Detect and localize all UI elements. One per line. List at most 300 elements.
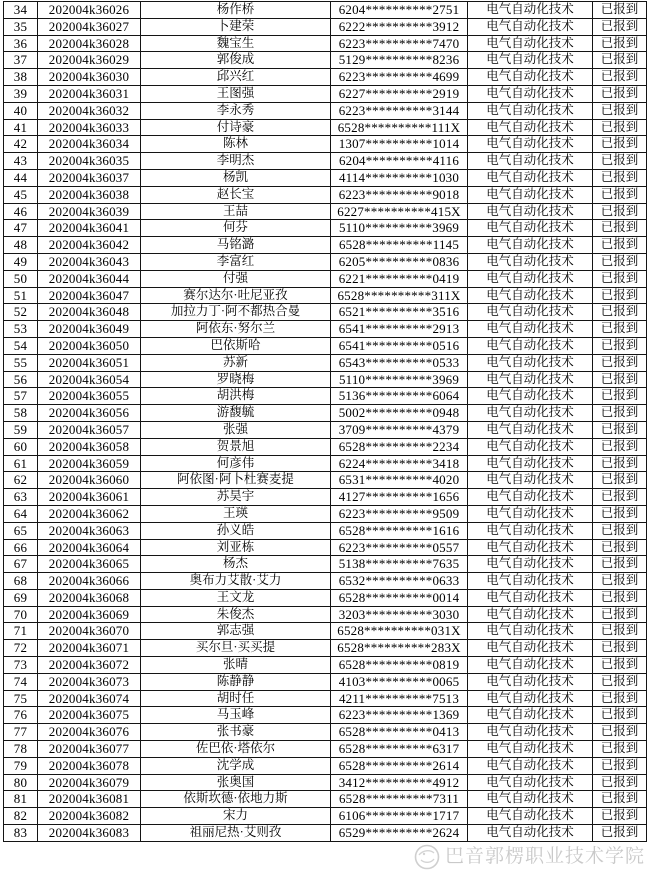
table-row <box>4 119 647 136</box>
table-row <box>4 522 647 539</box>
status-cell: 已报到 <box>593 606 647 623</box>
major-cell: 电气自动化技术 <box>468 186 593 203</box>
table-row <box>4 52 647 69</box>
table-row <box>4 337 647 354</box>
name-cell: 张强 <box>141 421 331 438</box>
student-id-cell: 202004k36043 <box>38 253 141 270</box>
row-number-cell: 39 <box>4 85 38 102</box>
row-number-cell: 68 <box>4 573 38 590</box>
major-cell: 电气自动化技术 <box>468 405 593 422</box>
name-cell: 买尔旦·买买提 <box>141 640 331 657</box>
major-cell: 电气自动化技术 <box>468 673 593 690</box>
major-cell: 电气自动化技术 <box>468 203 593 220</box>
major-cell: 电气自动化技术 <box>468 472 593 489</box>
table-row <box>4 690 647 707</box>
name-cell: 张书豪 <box>141 724 331 741</box>
row-number-cell: 70 <box>4 606 38 623</box>
student-id-cell: 202004k36033 <box>38 119 141 136</box>
student-id-cell: 202004k36074 <box>38 690 141 707</box>
student-id-cell: 202004k36072 <box>38 657 141 674</box>
id-number-cell: 6223**********1369 <box>331 707 468 724</box>
status-cell: 已报到 <box>593 270 647 287</box>
status-cell: 已报到 <box>593 52 647 69</box>
table-row <box>4 539 647 556</box>
id-number-cell: 6222**********3912 <box>331 18 468 35</box>
major-cell: 电气自动化技术 <box>468 253 593 270</box>
name-cell: 孙义皓 <box>141 522 331 539</box>
status-cell: 已报到 <box>593 472 647 489</box>
student-id-cell: 202004k36070 <box>38 623 141 640</box>
status-cell: 已报到 <box>593 774 647 791</box>
status-cell: 已报到 <box>593 657 647 674</box>
student-id-cell: 202004k36083 <box>38 825 141 842</box>
major-cell: 电气自动化技术 <box>468 505 593 522</box>
id-number-cell: 5138**********7635 <box>331 556 468 573</box>
name-cell: 阿依东·努尔兰 <box>141 321 331 338</box>
major-cell: 电气自动化技术 <box>468 623 593 640</box>
name-cell: 魏宝生 <box>141 35 331 52</box>
name-cell: 陈静静 <box>141 673 331 690</box>
major-cell: 电气自动化技术 <box>468 136 593 153</box>
status-cell: 已报到 <box>593 321 647 338</box>
id-number-cell: 6204**********2751 <box>331 2 468 19</box>
status-cell: 已报到 <box>593 707 647 724</box>
name-cell: 付强 <box>141 270 331 287</box>
student-id-cell: 202004k36071 <box>38 640 141 657</box>
table-row <box>4 589 647 606</box>
major-cell: 电气自动化技术 <box>468 85 593 102</box>
student-id-cell: 202004k36058 <box>38 438 141 455</box>
student-id-cell: 202004k36049 <box>38 321 141 338</box>
table-row <box>4 455 647 472</box>
row-number-cell: 77 <box>4 724 38 741</box>
enrollment-table <box>3 1 647 842</box>
name-cell: 杨杰 <box>141 556 331 573</box>
id-number-cell: 6224**********3418 <box>331 455 468 472</box>
table-row <box>4 825 647 842</box>
major-cell: 电气自动化技术 <box>468 606 593 623</box>
row-number-cell: 47 <box>4 220 38 237</box>
name-cell: 郭志强 <box>141 623 331 640</box>
major-cell: 电气自动化技术 <box>468 640 593 657</box>
id-number-cell: 4103**********0065 <box>331 673 468 690</box>
major-cell: 电气自动化技术 <box>468 522 593 539</box>
student-id-cell: 202004k36082 <box>38 808 141 825</box>
major-cell: 电气自动化技术 <box>468 287 593 304</box>
name-cell: 苏昊宇 <box>141 489 331 506</box>
major-cell: 电气自动化技术 <box>468 741 593 758</box>
id-number-cell: 6531**********4020 <box>331 472 468 489</box>
status-cell: 已报到 <box>593 85 647 102</box>
student-id-cell: 202004k36065 <box>38 556 141 573</box>
row-number-cell: 55 <box>4 354 38 371</box>
student-id-cell: 202004k36060 <box>38 472 141 489</box>
table-row <box>4 136 647 153</box>
id-number-cell: 6528**********111X <box>331 119 468 136</box>
major-cell: 电气自动化技术 <box>468 707 593 724</box>
major-cell: 电气自动化技术 <box>468 119 593 136</box>
id-number-cell: 5110**********3969 <box>331 371 468 388</box>
student-id-cell: 202004k36038 <box>38 186 141 203</box>
id-number-cell: 6221**********0419 <box>331 270 468 287</box>
student-id-cell: 202004k36042 <box>38 237 141 254</box>
row-number-cell: 71 <box>4 623 38 640</box>
row-number-cell: 50 <box>4 270 38 287</box>
major-cell: 电气自动化技术 <box>468 52 593 69</box>
table-row <box>4 657 647 674</box>
id-number-cell: 6521**********3516 <box>331 304 468 321</box>
status-cell: 已报到 <box>593 539 647 556</box>
id-number-cell: 6528**********2614 <box>331 757 468 774</box>
row-number-cell: 79 <box>4 757 38 774</box>
row-number-cell: 64 <box>4 505 38 522</box>
table-row <box>4 2 647 19</box>
name-cell: 佐巴依·塔依尔 <box>141 741 331 758</box>
row-number-cell: 56 <box>4 371 38 388</box>
name-cell: 王瑛 <box>141 505 331 522</box>
major-cell: 电气自动化技术 <box>468 657 593 674</box>
major-cell: 电气自动化技术 <box>468 438 593 455</box>
student-id-cell: 202004k36027 <box>38 18 141 35</box>
major-cell: 电气自动化技术 <box>468 153 593 170</box>
id-number-cell: 6528**********6317 <box>331 741 468 758</box>
name-cell: 胡洪梅 <box>141 388 331 405</box>
student-id-cell: 202004k36029 <box>38 52 141 69</box>
status-cell: 已报到 <box>593 253 647 270</box>
table-row <box>4 304 647 321</box>
id-number-cell: 3412**********4912 <box>331 774 468 791</box>
name-cell: 郭俊成 <box>141 52 331 69</box>
name-cell: 阿依图·阿卜杜赛麦提 <box>141 472 331 489</box>
name-cell: 付诗豪 <box>141 119 331 136</box>
status-cell: 已报到 <box>593 2 647 19</box>
status-cell: 已报到 <box>593 556 647 573</box>
student-id-cell: 202004k36032 <box>38 102 141 119</box>
student-id-cell: 202004k36048 <box>38 304 141 321</box>
major-cell: 电气自动化技术 <box>468 589 593 606</box>
row-number-cell: 81 <box>4 791 38 808</box>
status-cell: 已报到 <box>593 18 647 35</box>
major-cell: 电气自动化技术 <box>468 774 593 791</box>
major-cell: 电气自动化技术 <box>468 2 593 19</box>
row-number-cell: 78 <box>4 741 38 758</box>
table-row <box>4 556 647 573</box>
row-number-cell: 58 <box>4 405 38 422</box>
table-row <box>4 673 647 690</box>
row-number-cell: 34 <box>4 2 38 19</box>
name-cell: 王文龙 <box>141 589 331 606</box>
major-cell: 电气自动化技术 <box>468 690 593 707</box>
student-id-cell: 202004k36075 <box>38 707 141 724</box>
row-number-cell: 61 <box>4 455 38 472</box>
table-row <box>4 741 647 758</box>
id-number-cell: 6223**********9509 <box>331 505 468 522</box>
table-row <box>4 270 647 287</box>
table-row <box>4 505 647 522</box>
id-number-cell: 5129**********8236 <box>331 52 468 69</box>
student-id-cell: 202004k36076 <box>38 724 141 741</box>
table-row <box>4 253 647 270</box>
row-number-cell: 57 <box>4 388 38 405</box>
name-cell: 沈学成 <box>141 757 331 774</box>
row-number-cell: 40 <box>4 102 38 119</box>
table-row <box>4 791 647 808</box>
student-id-cell: 202004k36051 <box>38 354 141 371</box>
row-number-cell: 66 <box>4 539 38 556</box>
status-cell: 已报到 <box>593 237 647 254</box>
row-number-cell: 72 <box>4 640 38 657</box>
table-row <box>4 354 647 371</box>
student-id-cell: 202004k36035 <box>38 153 141 170</box>
major-cell: 电气自动化技术 <box>468 270 593 287</box>
student-id-cell: 202004k36037 <box>38 169 141 186</box>
status-cell: 已报到 <box>593 757 647 774</box>
status-cell: 已报到 <box>593 220 647 237</box>
student-id-cell: 202004k36026 <box>38 2 141 19</box>
row-number-cell: 37 <box>4 52 38 69</box>
name-cell: 苏新 <box>141 354 331 371</box>
status-cell: 已报到 <box>593 724 647 741</box>
status-cell: 已报到 <box>593 304 647 321</box>
id-number-cell: 6528**********2234 <box>331 438 468 455</box>
row-number-cell: 51 <box>4 287 38 304</box>
table-row <box>4 774 647 791</box>
major-cell: 电气自动化技术 <box>468 539 593 556</box>
table-row <box>4 757 647 774</box>
name-cell: 陈林 <box>141 136 331 153</box>
name-cell: 巴依斯哈 <box>141 337 331 354</box>
row-number-cell: 53 <box>4 321 38 338</box>
id-number-cell: 6223**********0557 <box>331 539 468 556</box>
table-row <box>4 623 647 640</box>
major-cell: 电气自动化技术 <box>468 237 593 254</box>
id-number-cell: 6543**********0533 <box>331 354 468 371</box>
table-row <box>4 640 647 657</box>
student-id-cell: 202004k36054 <box>38 371 141 388</box>
name-cell: 卜建荣 <box>141 18 331 35</box>
name-cell: 朱俊杰 <box>141 606 331 623</box>
id-number-cell: 6528**********1145 <box>331 237 468 254</box>
major-cell: 电气自动化技术 <box>468 102 593 119</box>
table-row <box>4 808 647 825</box>
row-number-cell: 83 <box>4 825 38 842</box>
status-cell: 已报到 <box>593 808 647 825</box>
student-id-cell: 202004k36073 <box>38 673 141 690</box>
table-row <box>4 153 647 170</box>
major-cell: 电气自动化技术 <box>468 489 593 506</box>
student-id-cell: 202004k36044 <box>38 270 141 287</box>
row-number-cell: 60 <box>4 438 38 455</box>
table-row <box>4 237 647 254</box>
name-cell: 杨作桥 <box>141 2 331 19</box>
major-cell: 电气自动化技术 <box>468 791 593 808</box>
id-number-cell: 6223**********3144 <box>331 102 468 119</box>
table-row <box>4 186 647 203</box>
row-number-cell: 67 <box>4 556 38 573</box>
name-cell: 祖丽尼热·艾则孜 <box>141 825 331 842</box>
status-cell: 已报到 <box>593 438 647 455</box>
student-id-cell: 202004k36061 <box>38 489 141 506</box>
name-cell: 罗晓梅 <box>141 371 331 388</box>
id-number-cell: 6528**********1616 <box>331 522 468 539</box>
table-row <box>4 573 647 590</box>
row-number-cell: 42 <box>4 136 38 153</box>
id-number-cell: 5110**********3969 <box>331 220 468 237</box>
id-number-cell: 6528**********031X <box>331 623 468 640</box>
row-number-cell: 49 <box>4 253 38 270</box>
row-number-cell: 65 <box>4 522 38 539</box>
major-cell: 电气自动化技术 <box>468 724 593 741</box>
name-cell: 王喆 <box>141 203 331 220</box>
status-cell: 已报到 <box>593 354 647 371</box>
status-cell: 已报到 <box>593 455 647 472</box>
status-cell: 已报到 <box>593 791 647 808</box>
name-cell: 张晴 <box>141 657 331 674</box>
name-cell: 李明杰 <box>141 153 331 170</box>
major-cell: 电气自动化技术 <box>468 455 593 472</box>
name-cell: 马铭潞 <box>141 237 331 254</box>
status-cell: 已报到 <box>593 640 647 657</box>
row-number-cell: 63 <box>4 489 38 506</box>
status-cell: 已报到 <box>593 388 647 405</box>
student-id-cell: 202004k36078 <box>38 757 141 774</box>
status-cell: 已报到 <box>593 690 647 707</box>
status-cell: 已报到 <box>593 136 647 153</box>
row-number-cell: 48 <box>4 237 38 254</box>
major-cell: 电气自动化技术 <box>468 371 593 388</box>
id-number-cell: 6528**********7311 <box>331 791 468 808</box>
status-cell: 已报到 <box>593 337 647 354</box>
id-number-cell: 5136**********6064 <box>331 388 468 405</box>
table-row <box>4 220 647 237</box>
student-id-cell: 202004k36057 <box>38 421 141 438</box>
id-number-cell: 6528**********0819 <box>331 657 468 674</box>
row-number-cell: 76 <box>4 707 38 724</box>
status-cell: 已报到 <box>593 169 647 186</box>
table-row <box>4 707 647 724</box>
name-cell: 刘亚栋 <box>141 539 331 556</box>
table-row <box>4 405 647 422</box>
status-cell: 已报到 <box>593 673 647 690</box>
id-number-cell: 6227**********2919 <box>331 85 468 102</box>
major-cell: 电气自动化技术 <box>468 354 593 371</box>
status-cell: 已报到 <box>593 741 647 758</box>
id-number-cell: 6205**********0836 <box>331 253 468 270</box>
student-id-cell: 202004k36068 <box>38 589 141 606</box>
id-number-cell: 4127**********1656 <box>331 489 468 506</box>
table-row <box>4 371 647 388</box>
id-number-cell: 5002**********0948 <box>331 405 468 422</box>
id-number-cell: 6223**********7470 <box>331 35 468 52</box>
name-cell: 何彦伟 <box>141 455 331 472</box>
status-cell: 已报到 <box>593 119 647 136</box>
status-cell: 已报到 <box>593 203 647 220</box>
table-row <box>4 35 647 52</box>
major-cell: 电气自动化技术 <box>468 220 593 237</box>
row-number-cell: 45 <box>4 186 38 203</box>
id-number-cell: 3203**********3030 <box>331 606 468 623</box>
name-cell: 马玉峰 <box>141 707 331 724</box>
major-cell: 电气自动化技术 <box>468 556 593 573</box>
row-number-cell: 59 <box>4 421 38 438</box>
student-id-cell: 202004k36034 <box>38 136 141 153</box>
name-cell: 游馥毓 <box>141 405 331 422</box>
school-name-text: 巴音郭楞职业技术学院 <box>444 846 645 867</box>
name-cell: 李富红 <box>141 253 331 270</box>
enrollment-table-body <box>4 2 647 842</box>
row-number-cell: 74 <box>4 673 38 690</box>
name-cell: 王图强 <box>141 85 331 102</box>
table-row <box>4 203 647 220</box>
id-number-cell: 1307**********1014 <box>331 136 468 153</box>
name-cell: 张奥国 <box>141 774 331 791</box>
name-cell: 邱兴红 <box>141 69 331 86</box>
name-cell: 贺景旭 <box>141 438 331 455</box>
name-cell: 赛尔达尔·吐尼亚孜 <box>141 287 331 304</box>
row-number-cell: 75 <box>4 690 38 707</box>
status-cell: 已报到 <box>593 69 647 86</box>
row-number-cell: 35 <box>4 18 38 35</box>
student-id-cell: 202004k36063 <box>38 522 141 539</box>
table-row <box>4 388 647 405</box>
row-number-cell: 73 <box>4 657 38 674</box>
watermark <box>414 844 645 870</box>
table-row <box>4 69 647 86</box>
status-cell: 已报到 <box>593 371 647 388</box>
table-row <box>4 287 647 304</box>
student-id-cell: 202004k36050 <box>38 337 141 354</box>
status-cell: 已报到 <box>593 287 647 304</box>
name-cell: 加拉力丁·阿不都热合曼 <box>141 304 331 321</box>
name-cell: 依斯坎德·依地力斯 <box>141 791 331 808</box>
school-emblem-icon <box>414 844 440 870</box>
table-row <box>4 421 647 438</box>
major-cell: 电气自动化技术 <box>468 304 593 321</box>
student-id-cell: 202004k36030 <box>38 69 141 86</box>
id-number-cell: 6528**********311X <box>331 287 468 304</box>
id-number-cell: 6528**********0413 <box>331 724 468 741</box>
major-cell: 电气自动化技术 <box>468 573 593 590</box>
row-number-cell: 46 <box>4 203 38 220</box>
status-cell: 已报到 <box>593 489 647 506</box>
student-id-cell: 202004k36062 <box>38 505 141 522</box>
student-id-cell: 202004k36079 <box>38 774 141 791</box>
name-cell: 胡时任 <box>141 690 331 707</box>
id-number-cell: 3709**********4379 <box>331 421 468 438</box>
major-cell: 电气自动化技术 <box>468 421 593 438</box>
name-cell: 赵长宝 <box>141 186 331 203</box>
table-row <box>4 18 647 35</box>
major-cell: 电气自动化技术 <box>468 321 593 338</box>
student-id-cell: 202004k36056 <box>38 405 141 422</box>
table-row <box>4 489 647 506</box>
id-number-cell: 6528**********283X <box>331 640 468 657</box>
name-cell: 李永秀 <box>141 102 331 119</box>
student-id-cell: 202004k36047 <box>38 287 141 304</box>
table-row <box>4 169 647 186</box>
id-number-cell: 6227**********415X <box>331 203 468 220</box>
id-number-cell: 6541**********2913 <box>331 321 468 338</box>
row-number-cell: 69 <box>4 589 38 606</box>
id-number-cell: 6532**********0633 <box>331 573 468 590</box>
row-number-cell: 52 <box>4 304 38 321</box>
status-cell: 已报到 <box>593 102 647 119</box>
row-number-cell: 41 <box>4 119 38 136</box>
major-cell: 电气自动化技术 <box>468 757 593 774</box>
status-cell: 已报到 <box>593 153 647 170</box>
row-number-cell: 36 <box>4 35 38 52</box>
id-number-cell: 6204**********4116 <box>331 153 468 170</box>
